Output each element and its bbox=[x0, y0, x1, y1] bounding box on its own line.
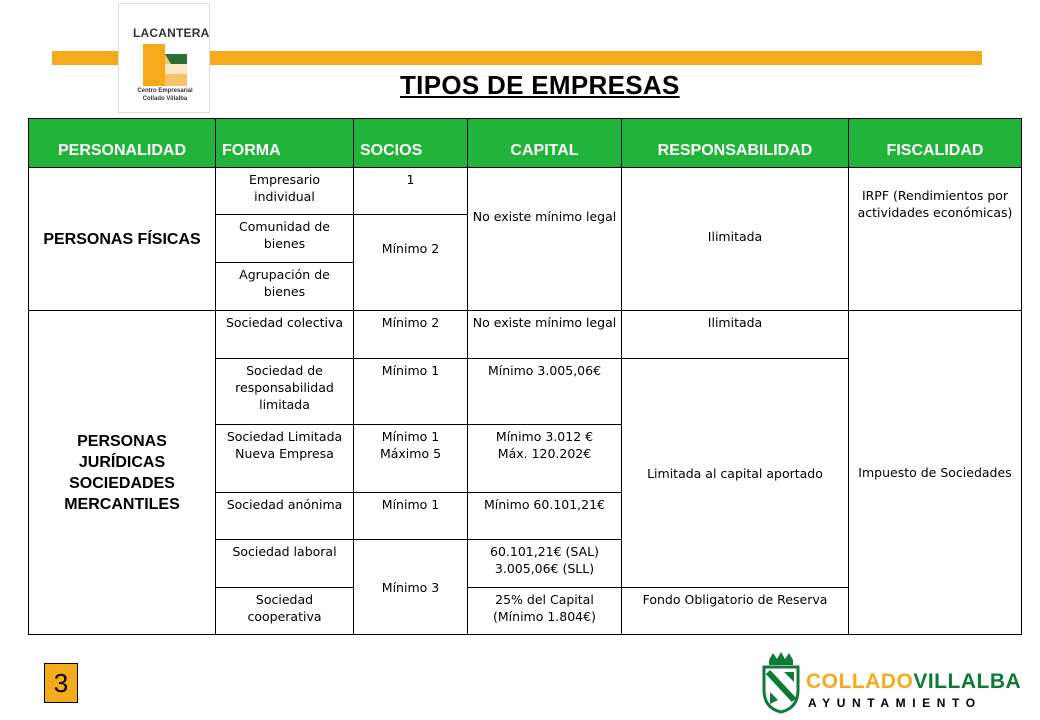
forma-cell: Sociedad cooperativa bbox=[216, 588, 354, 635]
page-number-badge: 3 bbox=[44, 663, 78, 703]
forma-cell: Sociedad Limitada Nueva Empresa bbox=[216, 425, 354, 493]
page-title: TIPOS DE EMPRESAS bbox=[400, 70, 680, 100]
forma-cell: Empresario individual bbox=[216, 168, 354, 215]
header-socios: SOCIOS bbox=[354, 119, 468, 168]
logo-name: COLLADOVILLALBA bbox=[806, 670, 1022, 693]
crest-icon bbox=[760, 650, 802, 714]
table-row bbox=[29, 311, 1022, 359]
lacantera-shape-icon bbox=[141, 44, 189, 86]
capital-cell: No existe mínimo legal bbox=[468, 311, 622, 359]
table-row bbox=[29, 168, 1022, 215]
fiscalidad-cell: IRPF (Rendimientos por actividades económicas) bbox=[849, 168, 1022, 311]
socios-cell: Mínimo 2 bbox=[354, 215, 468, 311]
capital-cell: Mínimo 3.005,06€ bbox=[468, 359, 622, 425]
fiscalidad-cell: Impuesto de Sociedades bbox=[849, 311, 1022, 635]
socios-cell: Mínimo 3 bbox=[354, 540, 468, 635]
header-row bbox=[29, 119, 1022, 168]
responsabilidad-cell: Fondo Obligatorio de Reserva bbox=[622, 588, 849, 635]
header-personalidad: PERSONALIDAD bbox=[29, 119, 216, 168]
header-forma: FORMA bbox=[216, 119, 354, 168]
socios-cell: Mínimo 2 bbox=[354, 311, 468, 359]
lacantera-logo bbox=[118, 3, 210, 113]
forma-cell: Sociedad anónima bbox=[216, 493, 354, 540]
capital-cell: Mínimo 60.101,21€ bbox=[468, 493, 622, 540]
responsabilidad-cell: Ilimitada bbox=[622, 168, 849, 311]
logo-subtitle: AYUNTAMIENTO bbox=[808, 696, 982, 710]
forma-cell: Comunidad de bienes bbox=[216, 215, 354, 263]
capital-cell: 60.101,21€ (SAL) 3.005,06€ (SLL) bbox=[468, 540, 622, 588]
responsabilidad-cell: Ilimitada bbox=[622, 311, 849, 359]
forma-cell: Sociedad laboral bbox=[216, 540, 354, 588]
header-responsabilidad: RESPONSABILIDAD bbox=[622, 119, 849, 168]
socios-cell: Mínimo 1 Máximo 5 bbox=[354, 425, 468, 493]
forma-cell: Sociedad de responsabilidad limitada bbox=[216, 359, 354, 425]
header-capital: CAPITAL bbox=[468, 119, 622, 168]
capital-cell: No existe mínimo legal bbox=[468, 168, 622, 311]
company-types-table bbox=[28, 118, 1022, 635]
socios-cell: Mínimo 1 bbox=[354, 359, 468, 425]
capital-cell: Mínimo 3.012 € Máx. 120.202€ bbox=[468, 425, 622, 493]
collado-villalba-logo bbox=[760, 650, 1022, 716]
personas-juridicas-label: PERSONAS JURÍDICAS SOCIEDADES MERCANTILES bbox=[29, 311, 216, 635]
forma-cell: Sociedad colectiva bbox=[216, 311, 354, 359]
forma-cell: Agrupación de bienes bbox=[216, 263, 354, 311]
responsabilidad-cell: Limitada al capital aportado bbox=[622, 359, 849, 588]
logo-subtitle-1: Centro Empresarial bbox=[137, 88, 193, 94]
header-fiscalidad: FISCALIDAD bbox=[849, 119, 1022, 168]
socios-cell: Mínimo 1 bbox=[354, 493, 468, 540]
capital-cell: 25% del Capital (Mínimo 1.804€) bbox=[468, 588, 622, 635]
socios-cell: 1 bbox=[354, 168, 468, 215]
personas-fisicas-label: PERSONAS FÍSICAS bbox=[29, 168, 216, 311]
logo-name: LACANTERA bbox=[133, 26, 210, 40]
logo-subtitle-2: Collado Villalba bbox=[142, 96, 188, 102]
